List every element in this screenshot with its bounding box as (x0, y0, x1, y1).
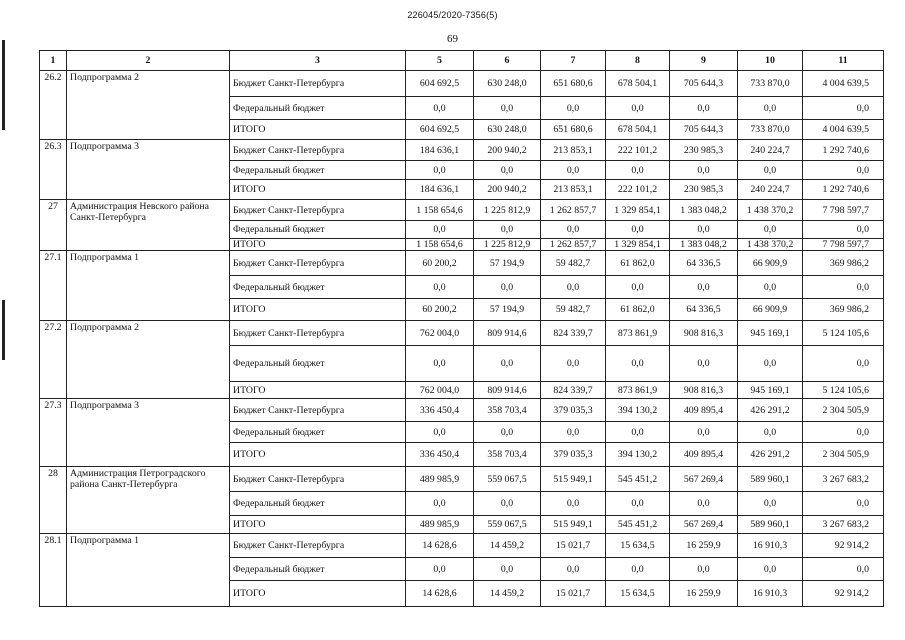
year-value-cell: 394 130,2 (606, 399, 670, 422)
year-value-cell: 489 985,9 (406, 467, 474, 492)
program-name: Подпрограмма 1 (67, 534, 230, 607)
year-value-cell: 0,0 (406, 221, 474, 239)
year-value-cell: 0,0 (541, 492, 606, 516)
year-value-cell: 515 949,1 (541, 516, 606, 534)
table-body (40, 71, 884, 607)
table-row (40, 140, 884, 161)
program-name: Подпрограмма 2 (67, 321, 230, 399)
header-row (40, 51, 884, 71)
funding-source: Федеральный бюджет (230, 161, 406, 180)
year-value-cell: 762 004,0 (406, 321, 474, 346)
row-number: 26.3 (40, 140, 67, 200)
year-value-cell: 0,0 (606, 492, 670, 516)
row-number: 28 (40, 467, 67, 534)
year-value-cell: 0,0 (670, 276, 738, 299)
year-value-cell: 1 383 048,2 (670, 200, 738, 221)
column-header: 9 (670, 51, 738, 71)
total-cell: 92 914,2 (803, 534, 884, 558)
scan-edge-mark (2, 40, 5, 130)
program-name: Подпрограмма 1 (67, 251, 230, 321)
year-value-cell: 184 636,1 (406, 140, 474, 161)
year-value-cell: 762 004,0 (406, 382, 474, 399)
year-value-cell: 705 644,3 (670, 120, 738, 140)
year-value-cell: 0,0 (541, 558, 606, 581)
year-value-cell: 14 628,6 (406, 581, 474, 607)
year-value-cell: 0,0 (406, 492, 474, 516)
year-value-cell: 16 910,3 (738, 534, 803, 558)
table-row (40, 399, 884, 422)
year-value-cell: 1 438 370,2 (738, 239, 803, 251)
funding-source: Бюджет Санкт-Петербурга (230, 534, 406, 558)
table-row (40, 251, 884, 276)
table-row (40, 200, 884, 221)
year-value-cell: 873 861,9 (606, 321, 670, 346)
total-cell: 4 004 639,5 (803, 120, 884, 140)
row-number: 27.1 (40, 251, 67, 321)
total-cell: 369 986,2 (803, 299, 884, 321)
year-value-cell: 908 816,3 (670, 382, 738, 399)
row-number: 27.3 (40, 399, 67, 467)
year-value-cell: 705 644,3 (670, 71, 738, 97)
year-value-cell: 15 021,7 (541, 534, 606, 558)
scan-edge-mark (2, 300, 5, 360)
year-value-cell: 14 459,2 (474, 581, 541, 607)
year-value-cell: 567 269,4 (670, 467, 738, 492)
year-value-cell: 945 169,1 (738, 321, 803, 346)
year-value-cell: 0,0 (406, 276, 474, 299)
funding-source: ИТОГО (230, 443, 406, 467)
year-value-cell: 358 703,4 (474, 443, 541, 467)
year-value-cell: 945 169,1 (738, 382, 803, 399)
column-header: 7 (541, 51, 606, 71)
funding-source: Бюджет Санкт-Петербурга (230, 140, 406, 161)
year-value-cell: 0,0 (738, 276, 803, 299)
year-value-cell: 0,0 (738, 161, 803, 180)
year-value-cell: 213 853,1 (541, 140, 606, 161)
column-header: 2 (67, 51, 230, 71)
total-cell: 3 267 683,2 (803, 516, 884, 534)
year-value-cell: 222 101,2 (606, 180, 670, 200)
year-value-cell: 426 291,2 (738, 399, 803, 422)
total-cell: 1 292 740,6 (803, 140, 884, 161)
page-number: 69 (447, 33, 458, 45)
year-value-cell: 1 262 857,7 (541, 200, 606, 221)
year-value-cell: 908 816,3 (670, 321, 738, 346)
total-cell: 0,0 (803, 161, 884, 180)
year-value-cell: 0,0 (606, 558, 670, 581)
funding-source: Бюджет Санкт-Петербурга (230, 251, 406, 276)
year-value-cell: 0,0 (670, 492, 738, 516)
year-value-cell: 0,0 (670, 346, 738, 382)
year-value-cell: 824 339,7 (541, 321, 606, 346)
funding-source: ИТОГО (230, 581, 406, 607)
year-value-cell: 873 861,9 (606, 382, 670, 399)
year-value-cell: 0,0 (738, 492, 803, 516)
year-value-cell: 1 438 370,2 (738, 200, 803, 221)
total-cell: 2 304 505,9 (803, 399, 884, 422)
year-value-cell: 409 895,4 (670, 399, 738, 422)
year-value-cell: 0,0 (406, 558, 474, 581)
year-value-cell: 630 248,0 (474, 71, 541, 97)
year-value-cell: 545 451,2 (606, 467, 670, 492)
year-value-cell: 1 383 048,2 (670, 239, 738, 251)
funding-source: Федеральный бюджет (230, 346, 406, 382)
year-value-cell: 0,0 (738, 346, 803, 382)
program-name: Администрация Петроградского района Санкт-Петербурга (67, 467, 230, 534)
year-value-cell: 14 459,2 (474, 534, 541, 558)
year-value-cell: 0,0 (474, 97, 541, 120)
year-value-cell: 0,0 (474, 558, 541, 581)
year-value-cell: 184 636,1 (406, 180, 474, 200)
year-value-cell: 0,0 (474, 161, 541, 180)
year-value-cell: 240 224,7 (738, 180, 803, 200)
year-value-cell: 0,0 (474, 492, 541, 516)
total-cell: 3 267 683,2 (803, 467, 884, 492)
funding-source: ИТОГО (230, 180, 406, 200)
row-number: 27.2 (40, 321, 67, 399)
total-cell: 0,0 (803, 276, 884, 299)
row-number: 26.2 (40, 71, 67, 140)
year-value-cell: 336 450,4 (406, 443, 474, 467)
total-cell: 4 004 639,5 (803, 71, 884, 97)
funding-source: Бюджет Санкт-Петербурга (230, 71, 406, 97)
year-value-cell: 809 914,6 (474, 321, 541, 346)
year-value-cell: 426 291,2 (738, 443, 803, 467)
year-value-cell: 0,0 (738, 97, 803, 120)
row-number: 27 (40, 200, 67, 251)
year-value-cell: 0,0 (406, 161, 474, 180)
year-value-cell: 0,0 (670, 221, 738, 239)
year-value-cell: 15 634,5 (606, 581, 670, 607)
table-row (40, 534, 884, 558)
year-value-cell: 630 248,0 (474, 120, 541, 140)
year-value-cell: 604 692,5 (406, 120, 474, 140)
funding-source: Федеральный бюджет (230, 422, 406, 443)
year-value-cell: 604 692,5 (406, 71, 474, 97)
year-value-cell: 379 035,3 (541, 399, 606, 422)
year-value-cell: 1 158 654,6 (406, 200, 474, 221)
year-value-cell: 589 960,1 (738, 516, 803, 534)
year-value-cell: 0,0 (406, 97, 474, 120)
year-value-cell: 379 035,3 (541, 443, 606, 467)
year-value-cell: 0,0 (606, 221, 670, 239)
total-cell: 0,0 (803, 492, 884, 516)
year-value-cell: 15 634,5 (606, 534, 670, 558)
year-value-cell: 66 909,9 (738, 251, 803, 276)
year-value-cell: 0,0 (606, 422, 670, 443)
year-value-cell: 0,0 (541, 161, 606, 180)
year-value-cell: 1 225 812,9 (474, 239, 541, 251)
year-value-cell: 15 021,7 (541, 581, 606, 607)
year-value-cell: 213 853,1 (541, 180, 606, 200)
table-row (40, 467, 884, 492)
year-value-cell: 0,0 (738, 422, 803, 443)
year-value-cell: 200 940,2 (474, 180, 541, 200)
year-value-cell: 824 339,7 (541, 382, 606, 399)
total-cell: 0,0 (803, 422, 884, 443)
year-value-cell: 64 336,5 (670, 251, 738, 276)
funding-source: Федеральный бюджет (230, 276, 406, 299)
row-number: 28.1 (40, 534, 67, 607)
program-name: Администрация Невского района Санкт-Петербурга (67, 200, 230, 251)
year-value-cell: 489 985,9 (406, 516, 474, 534)
year-value-cell: 0,0 (541, 221, 606, 239)
year-value-cell: 60 200,2 (406, 251, 474, 276)
year-value-cell: 515 949,1 (541, 467, 606, 492)
year-value-cell: 1 329 854,1 (606, 200, 670, 221)
year-value-cell: 0,0 (606, 161, 670, 180)
total-cell: 5 124 105,6 (803, 382, 884, 399)
funding-source: Бюджет Санкт-Петербурга (230, 200, 406, 221)
total-cell: 0,0 (803, 221, 884, 239)
table-row (40, 71, 884, 97)
column-header: 11 (803, 51, 884, 71)
year-value-cell: 0,0 (474, 221, 541, 239)
year-value-cell: 733 870,0 (738, 120, 803, 140)
funding-source: ИТОГО (230, 239, 406, 251)
year-value-cell: 358 703,4 (474, 399, 541, 422)
funding-source: Федеральный бюджет (230, 97, 406, 120)
year-value-cell: 1 158 654,6 (406, 239, 474, 251)
year-value-cell: 0,0 (670, 97, 738, 120)
year-value-cell: 0,0 (474, 422, 541, 443)
year-value-cell: 1 225 812,9 (474, 200, 541, 221)
year-value-cell: 336 450,4 (406, 399, 474, 422)
table-row (40, 321, 884, 346)
year-value-cell: 0,0 (670, 558, 738, 581)
year-value-cell: 57 194,9 (474, 251, 541, 276)
funding-source: Федеральный бюджет (230, 558, 406, 581)
year-value-cell: 0,0 (738, 558, 803, 581)
column-header: 3 (230, 51, 406, 71)
column-header: 1 (40, 51, 67, 71)
total-cell: 7 798 597,7 (803, 200, 884, 221)
year-value-cell: 733 870,0 (738, 71, 803, 97)
year-value-cell: 1 329 854,1 (606, 239, 670, 251)
funding-source: Федеральный бюджет (230, 221, 406, 239)
year-value-cell: 59 482,7 (541, 299, 606, 321)
year-value-cell: 61 862,0 (606, 251, 670, 276)
year-value-cell: 809 914,6 (474, 382, 541, 399)
year-value-cell: 0,0 (406, 422, 474, 443)
year-value-cell: 0,0 (606, 97, 670, 120)
year-value-cell: 57 194,9 (474, 299, 541, 321)
program-name: Подпрограмма 3 (67, 399, 230, 467)
funding-source: ИТОГО (230, 299, 406, 321)
year-value-cell: 567 269,4 (670, 516, 738, 534)
year-value-cell: 14 628,6 (406, 534, 474, 558)
year-value-cell: 222 101,2 (606, 140, 670, 161)
year-value-cell: 61 862,0 (606, 299, 670, 321)
column-header: 6 (474, 51, 541, 71)
year-value-cell: 1 262 857,7 (541, 239, 606, 251)
year-value-cell: 545 451,2 (606, 516, 670, 534)
year-value-cell: 240 224,7 (738, 140, 803, 161)
budget-table (39, 50, 884, 607)
year-value-cell: 0,0 (474, 346, 541, 382)
column-header: 8 (606, 51, 670, 71)
funding-source: Бюджет Санкт-Петербурга (230, 321, 406, 346)
year-value-cell: 0,0 (406, 346, 474, 382)
funding-source: ИТОГО (230, 516, 406, 534)
year-value-cell: 60 200,2 (406, 299, 474, 321)
year-value-cell: 0,0 (541, 97, 606, 120)
total-cell: 5 124 105,6 (803, 321, 884, 346)
funding-source: Бюджет Санкт-Петербурга (230, 467, 406, 492)
year-value-cell: 0,0 (670, 422, 738, 443)
year-value-cell: 230 985,3 (670, 140, 738, 161)
year-value-cell: 0,0 (670, 161, 738, 180)
year-value-cell: 200 940,2 (474, 140, 541, 161)
year-value-cell: 230 985,3 (670, 180, 738, 200)
year-value-cell: 394 130,2 (606, 443, 670, 467)
total-cell: 0,0 (803, 558, 884, 581)
year-value-cell: 0,0 (474, 276, 541, 299)
year-value-cell: 66 909,9 (738, 299, 803, 321)
document-number: 226045/2020-7356(5) (407, 10, 498, 20)
year-value-cell: 589 960,1 (738, 467, 803, 492)
year-value-cell: 0,0 (541, 276, 606, 299)
funding-source: ИТОГО (230, 120, 406, 140)
year-value-cell: 559 067,5 (474, 516, 541, 534)
year-value-cell: 651 680,6 (541, 120, 606, 140)
year-value-cell: 0,0 (541, 422, 606, 443)
year-value-cell: 409 895,4 (670, 443, 738, 467)
year-value-cell: 16 259,9 (670, 534, 738, 558)
year-value-cell: 0,0 (606, 346, 670, 382)
year-value-cell: 0,0 (541, 346, 606, 382)
year-value-cell: 16 259,9 (670, 581, 738, 607)
column-header: 10 (738, 51, 803, 71)
year-value-cell: 16 910,3 (738, 581, 803, 607)
total-cell: 7 798 597,7 (803, 239, 884, 251)
column-header: 5 (406, 51, 474, 71)
year-value-cell: 678 504,1 (606, 71, 670, 97)
year-value-cell: 678 504,1 (606, 120, 670, 140)
funding-source: Федеральный бюджет (230, 492, 406, 516)
year-value-cell: 559 067,5 (474, 467, 541, 492)
program-name: Подпрограмма 3 (67, 140, 230, 200)
total-cell: 0,0 (803, 97, 884, 120)
year-value-cell: 0,0 (738, 221, 803, 239)
year-value-cell: 651 680,6 (541, 71, 606, 97)
total-cell: 369 986,2 (803, 251, 884, 276)
year-value-cell: 59 482,7 (541, 251, 606, 276)
program-name: Подпрограмма 2 (67, 71, 230, 140)
total-cell: 0,0 (803, 346, 884, 382)
funding-source: Бюджет Санкт-Петербурга (230, 399, 406, 422)
total-cell: 2 304 505,9 (803, 443, 884, 467)
year-value-cell: 64 336,5 (670, 299, 738, 321)
total-cell: 1 292 740,6 (803, 180, 884, 200)
funding-source: ИТОГО (230, 382, 406, 399)
year-value-cell: 0,0 (606, 276, 670, 299)
total-cell: 92 914,2 (803, 581, 884, 607)
